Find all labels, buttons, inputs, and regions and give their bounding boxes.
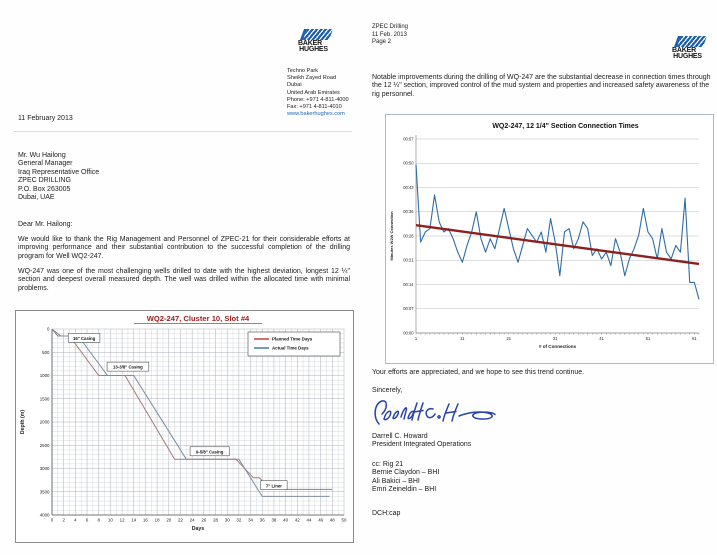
baker-hughes-flag-icon bbox=[300, 29, 333, 40]
casing-annotation-label: 16" Casing bbox=[72, 335, 96, 341]
salutation: Dear Mr. Hailong: bbox=[18, 221, 73, 228]
casing-annotation-label: 13-3/8" Casing bbox=[113, 364, 143, 370]
chart2-x-axis-label: # of Connections bbox=[538, 344, 577, 349]
svg-text:11: 11 bbox=[460, 336, 465, 341]
cc-line: Ali Bakici – BHI bbox=[372, 477, 420, 485]
page2-header-line: Page 2 bbox=[372, 39, 392, 46]
letter-date: 11 February 2013 bbox=[18, 115, 73, 122]
baker-hughes-wordmark bbox=[288, 41, 332, 54]
sincerely-line: Sincerely, bbox=[372, 387, 403, 394]
svg-text:50: 50 bbox=[341, 517, 347, 523]
svg-text:0: 0 bbox=[50, 517, 54, 523]
svg-text:41: 41 bbox=[599, 336, 604, 341]
svg-text:1500: 1500 bbox=[39, 396, 50, 402]
sender-website-link[interactable]: www.bakerhughes.com bbox=[287, 111, 345, 118]
svg-text:3000: 3000 bbox=[39, 466, 50, 471]
chart1-grid bbox=[52, 329, 344, 515]
recipient-line: Iraq Representative Office bbox=[18, 168, 100, 176]
paragraph-1: We would like to thank the Rig Management and Personnel of ZPEC-21 for their considerable efforts at improving performance and their substantial contribution to the successful completion of the drilling program for Well WQ2-247. bbox=[18, 236, 350, 260]
recipient-block bbox=[18, 152, 99, 202]
closing-paragraph: Your efforts are appreciated, and we hope to see this trend continue. bbox=[372, 369, 585, 376]
svg-text:00:14: 00:14 bbox=[403, 281, 414, 287]
chart2-y-axis-label: Minutes W2W Connection bbox=[389, 211, 394, 261]
sender-address-block bbox=[287, 68, 349, 118]
svg-text:31: 31 bbox=[552, 336, 558, 341]
signer-title: President Integrated Operations bbox=[372, 441, 472, 449]
baker-hughes-logo-page2 bbox=[662, 36, 706, 61]
paragraph-2: WQ-247 was one of the most challenging wells drilled to date with the highest deviation, longest 12 ¼" section and deepest overall measured depth. The well was drilled within the allocated time with minimal problems. bbox=[18, 268, 350, 292]
svg-text:1000: 1000 bbox=[39, 373, 50, 378]
svg-text:22: 22 bbox=[178, 517, 183, 523]
casing-annotation-label: 9-5/8" Casing bbox=[196, 449, 224, 455]
svg-text:36: 36 bbox=[259, 517, 265, 523]
svg-text:26: 26 bbox=[201, 517, 207, 523]
depth-vs-days-chart bbox=[15, 310, 354, 543]
logo-line1: BAKER bbox=[672, 47, 696, 54]
connection-times-chart bbox=[385, 114, 714, 364]
svg-text:20: 20 bbox=[166, 517, 172, 523]
svg-text:44: 44 bbox=[306, 517, 312, 523]
svg-text:16: 16 bbox=[142, 517, 148, 523]
page2-header-line: 11 Feb. 2013 bbox=[372, 31, 407, 38]
chart2-title: WQ2-247, 12 1/4" Section Connection Times bbox=[492, 123, 639, 130]
cc-line: Emri Zeineldin – BHI bbox=[372, 486, 437, 494]
svg-text:8: 8 bbox=[97, 517, 100, 523]
casing-annotation-label: 7" Liner bbox=[265, 483, 282, 489]
svg-text:24: 24 bbox=[189, 517, 195, 523]
chart1-y-axis-label: Depth (m) bbox=[20, 409, 26, 435]
logo-line2: HUGHES bbox=[673, 53, 702, 61]
logo-line1: BAKER bbox=[298, 40, 322, 47]
svg-text:4: 4 bbox=[74, 517, 77, 523]
page2-header-block bbox=[372, 24, 408, 47]
svg-text:00:50: 00:50 bbox=[403, 160, 414, 166]
svg-text:1: 1 bbox=[414, 336, 418, 341]
connection-times-chart-svg bbox=[386, 115, 711, 361]
svg-text:40: 40 bbox=[283, 517, 289, 523]
svg-text:0: 0 bbox=[47, 326, 50, 332]
cc-line: cc: Rig 21 bbox=[372, 461, 404, 468]
baker-hughes-wordmark bbox=[662, 48, 706, 61]
handwritten-signature bbox=[369, 396, 503, 432]
svg-text:2000: 2000 bbox=[39, 419, 50, 425]
letterhead-rule bbox=[14, 131, 352, 132]
svg-text:30: 30 bbox=[224, 517, 230, 523]
svg-text:28: 28 bbox=[213, 517, 218, 523]
svg-text:12: 12 bbox=[119, 517, 125, 523]
svg-text:21: 21 bbox=[506, 336, 512, 341]
recipient-line: Mr. Wu Hailong bbox=[18, 152, 66, 159]
svg-text:4000: 4000 bbox=[39, 512, 50, 518]
address-line: Sheikh Zayed Road bbox=[287, 75, 337, 82]
chart1-legend bbox=[248, 332, 340, 356]
address-line: United Arab Emirates bbox=[287, 89, 340, 96]
chart2-tick-labels bbox=[403, 136, 697, 341]
svg-text:00:57: 00:57 bbox=[403, 136, 414, 142]
svg-text:10: 10 bbox=[107, 517, 113, 523]
address-line: Phone: +971 4-811-4000 bbox=[287, 96, 349, 103]
svg-text:32: 32 bbox=[236, 517, 242, 523]
svg-text:3500: 3500 bbox=[39, 489, 50, 495]
svg-text:61: 61 bbox=[692, 336, 697, 341]
svg-text:00:28: 00:28 bbox=[403, 233, 414, 239]
svg-text:14: 14 bbox=[131, 517, 137, 523]
svg-text:38: 38 bbox=[271, 517, 277, 523]
svg-text:00:21: 00:21 bbox=[403, 257, 414, 263]
depth-vs-days-chart-svg bbox=[16, 311, 351, 540]
recipient-line: General Manager bbox=[18, 160, 73, 168]
chart1-title: WQ2-247, Cluster 10, Slot #4 bbox=[146, 314, 250, 323]
svg-text:Planned Time Days: Planned Time Days bbox=[272, 336, 313, 342]
recipient-line: P.O. Box 263005 bbox=[18, 185, 71, 193]
logo-line2: HUGHES bbox=[299, 46, 328, 54]
recipient-line: Dubai, UAE bbox=[18, 194, 55, 202]
svg-text:00:00: 00:00 bbox=[403, 330, 414, 336]
baker-hughes-logo-page1 bbox=[288, 29, 332, 54]
svg-text:51: 51 bbox=[645, 336, 651, 341]
page2-header-line: ZPEC Drilling bbox=[372, 24, 409, 30]
cc-line: Bernie Claydon – BHI bbox=[372, 469, 440, 477]
svg-text:34: 34 bbox=[248, 517, 254, 523]
signature-scribble bbox=[369, 396, 503, 432]
chart1-x-axis-label: Days bbox=[191, 526, 205, 532]
chart2-grid bbox=[416, 139, 699, 333]
address-line: Dubai bbox=[287, 82, 302, 89]
svg-text:48: 48 bbox=[329, 517, 335, 523]
svg-text:2: 2 bbox=[62, 517, 65, 523]
svg-text:500: 500 bbox=[42, 349, 50, 355]
svg-text:18: 18 bbox=[154, 517, 160, 523]
svg-text:42: 42 bbox=[294, 517, 300, 523]
page2-paragraph: Notable improvements during the drilling of WQ-247 are the substantial decrease in connection times through the 12 ¼" section, improved control of the mud system and properties and increased safety awareness of the rig personnel. bbox=[372, 74, 711, 98]
baker-hughes-flag-icon bbox=[674, 36, 707, 47]
svg-text:46: 46 bbox=[318, 517, 324, 523]
svg-text:00:43: 00:43 bbox=[403, 184, 414, 190]
svg-text:00:07: 00:07 bbox=[403, 306, 414, 312]
recipient-line: ZPEC DRILLING bbox=[18, 177, 71, 185]
reference-initials: DCH:cap bbox=[372, 510, 401, 517]
address-line: Fax: +971 4-811-4010 bbox=[287, 104, 342, 111]
svg-text:00:36: 00:36 bbox=[403, 209, 414, 215]
cc-block bbox=[372, 461, 439, 495]
signer-block bbox=[372, 433, 471, 450]
signer-name: Darrell C. Howard bbox=[372, 433, 428, 440]
svg-text:6: 6 bbox=[85, 517, 89, 523]
svg-text:2500: 2500 bbox=[39, 442, 50, 448]
svg-text:Actual Time Days: Actual Time Days bbox=[272, 345, 309, 351]
address-line: Techno Park bbox=[287, 68, 319, 74]
